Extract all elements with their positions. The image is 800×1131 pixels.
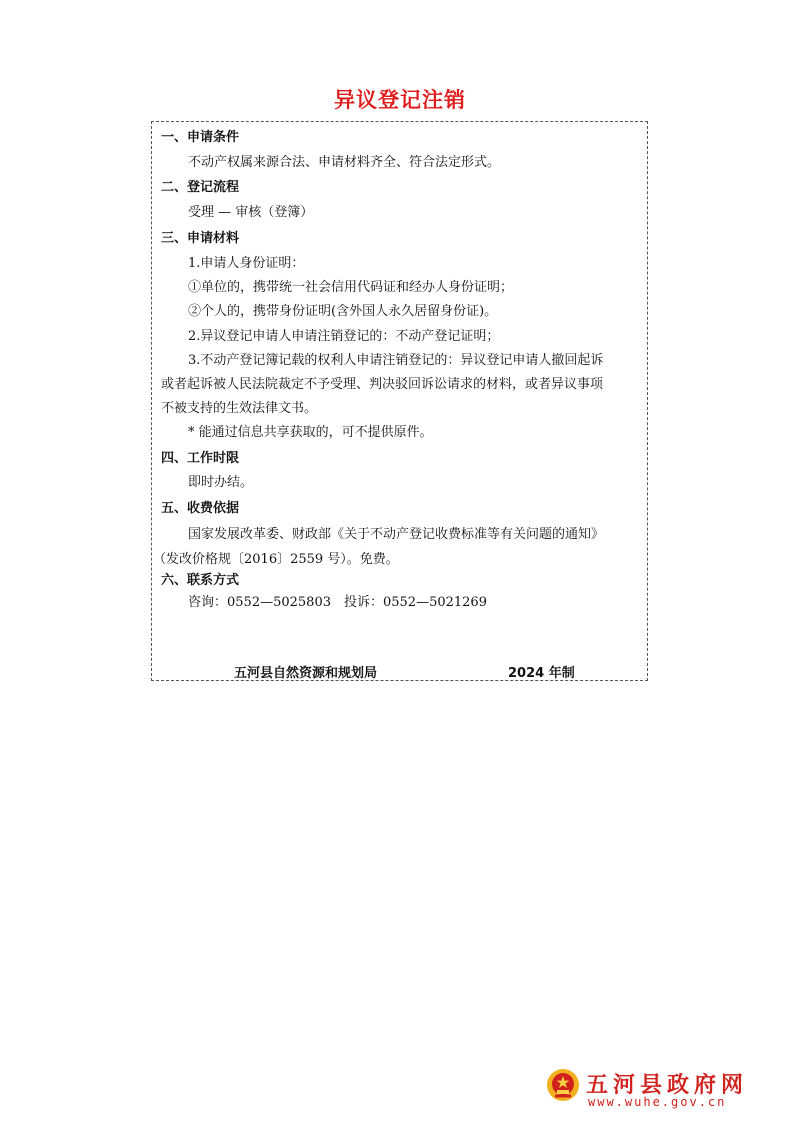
section-heading-contact: 六、联系方式	[161, 573, 240, 588]
contact-text: 咨询：0552—5025803 投诉：0552—5021269	[188, 595, 487, 610]
section-heading-conditions: 一、申请条件	[161, 130, 240, 145]
materials-line-1: 1.申请人身份证明：	[188, 256, 305, 271]
page-title: 异议登记注销	[334, 88, 466, 112]
materials-line-2: ①单位的，携带统一社会信用代码证和经办人身份证明；	[188, 280, 514, 295]
section-heading-process: 二、登记流程	[161, 180, 240, 195]
fees-line-1: 国家发展改革委、财政部《关于不动产登记收费标准等有关问题的通知》	[188, 527, 605, 542]
fees-line-2: （发改价格规〔2016〕2559 号）。免费。	[153, 552, 399, 567]
materials-line-6: 或者起诉被人民法院裁定不予受理、判决驳回诉讼请求的材料，或者异议事项	[161, 377, 604, 392]
site-name: 五河县政府网	[586, 1073, 749, 1098]
footer-year: 2024 年制	[508, 666, 575, 681]
materials-line-3: ②个人的，携带身份证明(含外国人永久居留身份证)。	[188, 304, 498, 319]
process-text: 受理 — 审核（登簿）	[188, 205, 314, 220]
site-url: www.wuhe.gov.cn	[588, 1095, 727, 1109]
section-heading-fees: 五、收费依据	[161, 501, 240, 516]
footer-org: 五河县自然资源和规划局	[234, 666, 378, 681]
materials-note: * 能通过信息共享获取的，可不提供原件。	[188, 425, 433, 440]
section-heading-timelimit: 四、工作时限	[161, 451, 240, 466]
materials-line-4: 2.异议登记申请人申请注销登记的：不动产登记证明；	[188, 329, 500, 344]
national-emblem-icon	[546, 1068, 580, 1102]
conditions-text: 不动产权属来源合法、申请材料齐全、符合法定形式。	[188, 155, 501, 170]
materials-line-5: 3.不动产登记簿记载的权利人申请注销登记的：异议登记申请人撤回起诉	[188, 353, 604, 368]
timelimit-text: 即时办结。	[188, 475, 254, 490]
content-box	[151, 121, 648, 681]
section-heading-materials: 三、申请材料	[161, 231, 240, 246]
materials-line-7: 不被支持的生效法律文书。	[161, 401, 318, 416]
